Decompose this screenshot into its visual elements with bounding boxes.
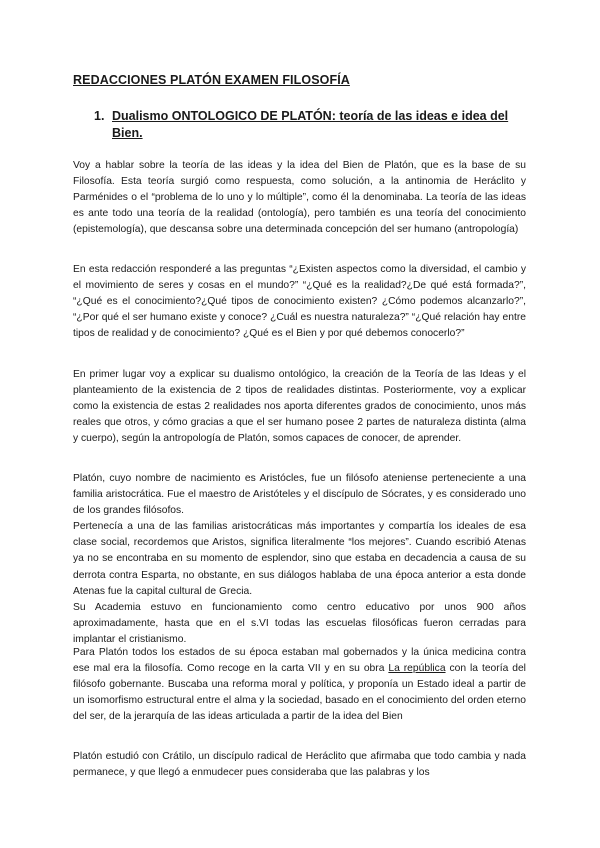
paragraph-academy: Su Academia estuvo en funcionamiento como centro educativo por unos 900 años aproximadamente, hasta que en el s.VI todas las escuelas filosóficas fueron cerradas para implantar el cristianismo. — [73, 601, 526, 645]
politics-text-start: Para Platón todos los estados de su época estaban mal gobernados y la única medicina contra ese mal era la filosofía. Como recoge en la carta VII y en su obra — [73, 647, 526, 675]
paragraph-politics — [73, 645, 526, 725]
paragraph-intro: Voy a hablar sobre la teoría de las ideas y la idea del Bien de Platón, que es la base de su Filosofía. Esta teoría surgió como respuesta, como solución, a la antinomia de Heráclito y Parménides o el “problema de lo uno y lo múltiple”, como él la denominaba. La teoría de las ideas es ante todo una teoría de la realidad (ontología), pero también es una teoría del conocimiento (epistemología), que descansa sobre una determinada concepción del ser humano (antropología) — [73, 160, 526, 236]
document-title: REDACCIONES PLATÓN EXAMEN FILOSOFÍA — [73, 73, 350, 87]
paragraph-biography-group — [73, 471, 526, 648]
politics-text-end: con la teoría del filósofo gobernante. Buscaba una reforma moral y política, y proponía un Estado ideal a partir de un isomorfismo estructural entre el alma y la sociedad, basado en el conocimiento del orden eterno del ser, de la jerarquía de las ideas articulada a partir de la idea del Bien — [73, 663, 526, 723]
section-heading — [94, 108, 526, 142]
paragraph-aristocracy: Pertenecía a una de las familias aristocráticas más importantes y compartía los ideales de esa clase social, recordemos que Aristos, significa literalmente “los mejores”. Cuando escribió Atenas ya no se encontraba en su momento de esplendor, sino que estaba en decadencia a causa de su derrota contra Esparta, no obstante, en sus diálogos hablaba de una época anterior a esta donde Atenas fue la capital cultural de Grecia. — [73, 521, 526, 597]
paragraph-plan: En primer lugar voy a explicar su dualismo ontológico, la creación de la Teoría de las Ideas y el planteamiento de la existencia de 2 tipos de realidades distintas. Posteriormente, voy a explicar como la existencia de estas 2 realidades nos aporta diferentes grados de conocimiento, unos más reales que otros, y cómo gracias a que el ser humano posee 2 partes de naturaleza distinta (alma y cuerpo), según la antropología de Platón, somos capaces de conocer, de aprender. — [73, 369, 526, 445]
work-title-la-republica: La república — [388, 663, 446, 675]
section-heading-text: Dualismo ONTOLOGICO DE PLATÓN: teoría de las ideas e idea del Bien. — [112, 109, 509, 140]
paragraph-questions: En esta redacción responderé a las preguntas “¿Existen aspectos como la diversidad, el cambio y el movimiento de seres y cosas en el mundo?” “¿Qué es la realidad?¿De qué está formada?”, “¿Qué es el conocimiento?¿Qué tipos de conocimiento existen? ¿Cómo podemos alcanzarlo?”, “¿Por qué el ser humano existe y conoce? ¿Cuál es nuestra naturaleza?” “¿Qué relación hay entre tipos de realidad y de conocimiento? ¿Qué es el Bien y por qué debemos conocerlo?” — [73, 264, 526, 340]
paragraph-cratilo: Platón estudió con Crátilo, un discípulo radical de Heráclito que afirmaba que todo cambia y nada permanece, y que llegó a enmudecer pues consideraba que las palabras y los — [73, 751, 526, 779]
section-number: 1. — [94, 109, 105, 123]
paragraph-biography: Platón, cuyo nombre de nacimiento es Aristócles, fue un filósofo ateniense perteneciente a una familia aristocrática. Fue el maestro de Aristóteles y el discípulo de Sócrates, y es considerado uno de los grandes filósofos. — [73, 473, 526, 517]
